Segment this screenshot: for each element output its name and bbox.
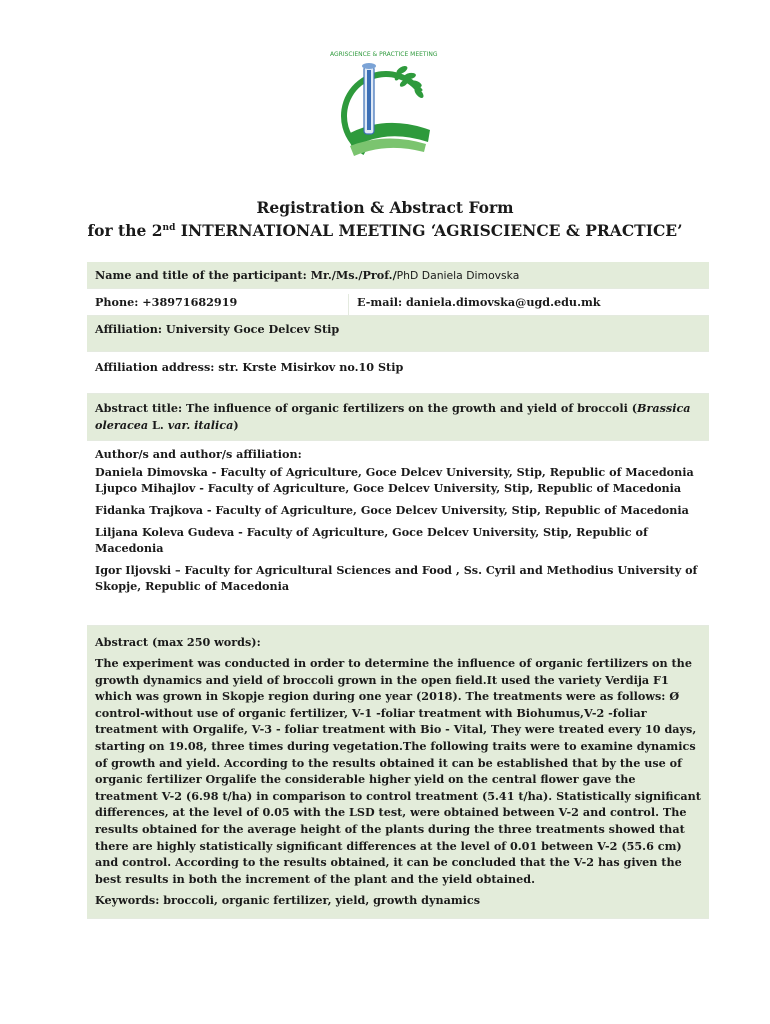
abstract-label: Abstract (max 250 words):	[95, 635, 261, 649]
title-line-2: for the 2nd INTERNATIONAL MEETING ‘AGRISCIENCE & PRACTICE’	[87, 221, 683, 241]
affiliation-row[interactable]	[87, 316, 709, 352]
registration-form	[87, 262, 709, 919]
participant-label: Name and title of the participant: Mr./Ms./Prof./	[95, 268, 397, 282]
logo-ring-text: AGRISCIENCE & PRACTICE MEETING	[330, 51, 438, 58]
agriscience-logo	[330, 51, 442, 176]
participant-value: PhD Daniela Dimovska	[396, 269, 520, 282]
affiliation-address-row[interactable]	[87, 352, 709, 394]
form-title	[0, 197, 770, 241]
participant-row[interactable]	[87, 262, 709, 289]
abstract-title-text: Abstract title: The influence of organic fertilizers on the growth and yield of broccoli (Brassica oleracea L. var. italica)	[95, 401, 691, 432]
abstract-text: The experiment was conducted in order to determine the influence of organic fertilizers on the growth dynamics and yield of broccoli grown in the open field.It used the variety Verdija F1 which was grown in Skopje region during one year (2018). The treatments were as follows: Ø control-without use of organic fertilizer, V-1 -foliar treatment with Biohumus,V-2 -foliar treatment with Orgalife, V-3 - foliar treatment with Bio - Vital, They were treated every 10 days, starting on 19.08, three times during vegetation.The following traits were to examine dynamics of growth and yield. According to the results obtained it can be established that by the use of organic fertilizer Orgalife the considerable higher yield on the central flower gave the treatment V-2 (6.98 t/ha) in comparison to control treatment (5.41 t/ha). Statistically significant differences, at the level of 0.05 with the LSD test, were obtained between V-2 and control. The results obtained for the average height of the plants during the three treatments showed that there are highly statistically significant differences at the level of 0.01 between V-2 (55.6 cm) and control. According to the results obtained, it can be concluded that the V-2 has given the best results in both the increment of the plant and the yield obtained.	[95, 656, 701, 886]
author-line: Ljupco Mihajlov - Faculty of Agriculture, Goce Delcev University, Stip, Republic of Macedonia	[95, 481, 682, 495]
email-field[interactable]: E-mail: daniela.dimovska@ugd.edu.mk	[357, 295, 601, 309]
agriscience-logo-icon	[330, 51, 442, 176]
title-line-1: Registration & Abstract Form	[256, 198, 514, 217]
keywords: Keywords: broccoli, organic fertilizer, yield, growth dynamics	[95, 893, 481, 908]
author-line: Daniela Dimovska - Faculty of Agriculture, Goce Delcev University, Stip, Republic of Macedonia	[95, 465, 694, 479]
abstract-row[interactable]	[87, 626, 709, 919]
author-line: Fidanka Trajkova - Faculty of Agriculture, Goce Delcev University, Stip, Republic of Macedonia	[95, 503, 689, 517]
abstract-title-row[interactable]	[87, 394, 709, 441]
authors-row[interactable]	[87, 441, 709, 626]
authors-label: Author/s and author/s affiliation:	[95, 447, 302, 461]
affiliation-field: Affiliation: University Goce Delcev Stip	[95, 322, 340, 336]
phone-field[interactable]: Phone: +38971682919	[87, 294, 349, 315]
affiliation-address-field: Affiliation address: str. Krste Misirkov no.10 Stip	[95, 360, 404, 374]
contact-row	[87, 289, 709, 316]
author-line: Liljana Koleva Gudeva - Faculty of Agriculture, Goce Delcev University, Stip, Republic of Macedonia	[95, 525, 648, 555]
author-line: Igor Iljovski – Faculty for Agricultural Sciences and Food , Ss. Cyril and Methodius University of Skopje, Republic of Macedonia	[95, 563, 698, 593]
